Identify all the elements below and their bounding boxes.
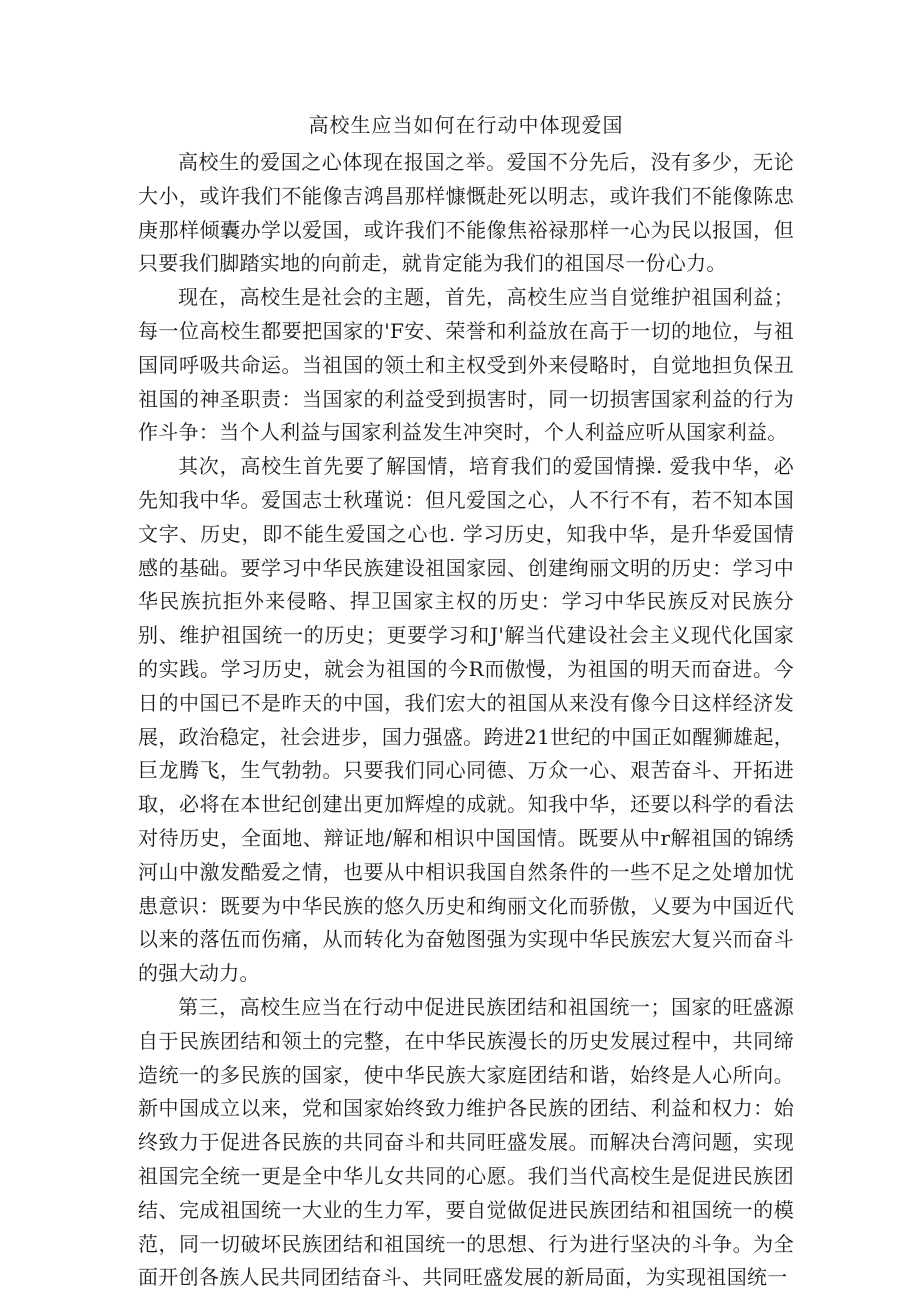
paragraph-4: 第三，高校生应当在行动中促进民族团结和祖国统一；国家的旺盛源自于民族团结和领土的完整，在中华民族漫长的历史发展过程中，共同缔造统一的多民族的国家，使中华民族大家庭团结和谐，始终是人心所向。新中国成立以来，党和国家始终致力维护各民族的团结、利益和权力：始终致力于促进各民族的共同奋斗和共同旺盛发展。而解决台湾问题，实现祖国完全统一更是全中华儿女共同的心愿。我们当代高校生是促进民族团结、完成祖国统一大业的生力军，要自觉做促进民族团结和祖国统一的模范，同一切破坏民族团结和祖国统一的思想、行为进行坚决的斗争。为全面开创各族人民共同团结奋斗、共同旺盛发展的新局面，为实现祖国统一 — [138, 994, 794, 1290]
document-body — [138, 108, 794, 1295]
document-title: 高校生应当如何在行动中体现爱国 — [308, 113, 624, 137]
paragraph-3: 其次，高校生首先要了解国情，培育我们的爱国情操. 爱我中华，必先知我中华。爱国志士秋瑾说：但凡爱国之心，人不行不有，若不知本国文字、历史，即不能生爱国之心也. 学习历史，知我中华，是升华爱国情感的基础。要学习中华民族建设祖国家园、创建绚丽文明的历史：学习中华民族抗拒外来侵略、捍卫国家主权的历史：学习中华民族反对民族分别、维护祖国统一的历史；更要学习和J'解当代建设社会主义现代化国家的实践。学习历史，就会为祖国的今R而傲慢，为祖国的明天而奋进。今日的中国已不是昨天的中国，我们宏大的祖国从来没有像今日这样经济发展，政治稳定，社会进步，国力强盛。跨进21世纪的中国正如醒狮雄起，巨龙腾飞，生气勃勃。只要我们同心同德、万众一心、艰苦奋斗、开拓进取，必将在本世纪创建出更加辉煌的成就。知我中华，还要以科学的看法对待历史，全面地、辩证地/解和相识中国国情。既要从中r解祖国的锦绣河山中激发酷爱之情，也要从中相识我国自然条件的一些不足之处增加忧患意识：既要为中华民族的悠久历史和绚丽文化而骄傲，乂要为中国近代以来的落伍而伤痛，从而转化为奋勉图强为实现中华民族宏大复兴而奋斗的强大动力。 — [138, 454, 794, 986]
paragraph-1: 高校生的爱国之心体现在报国之举。爱国不分先后，没有多少，无论大小，或许我们不能像吉鸿昌那样慷慨赴死以明志，或许我们不能像陈忠庚那样倾囊办学以爱国，或许我们不能像焦裕禄那样一心为民以报国，但只要我们脚踏实地的向前走，就肯定能为我们的祖国尽一份心力。 — [138, 150, 794, 276]
paragraph-2: 现在，高校生是社会的主题，首先，高校生应当自觉维护祖国利益；每一位高校生都要把国家的'F安、荣誉和利益放在高于一切的地位，与祖国同呼吸共命运。当祖国的领土和主权受到外来侵略时，自觉地担负保丑祖国的神圣职责：当国家的利益受到损害时，同一切损害国家利益的行为作斗争：当个人利益与国家利益发生冲突时，个人利益应听从国家利益。 — [138, 285, 794, 445]
